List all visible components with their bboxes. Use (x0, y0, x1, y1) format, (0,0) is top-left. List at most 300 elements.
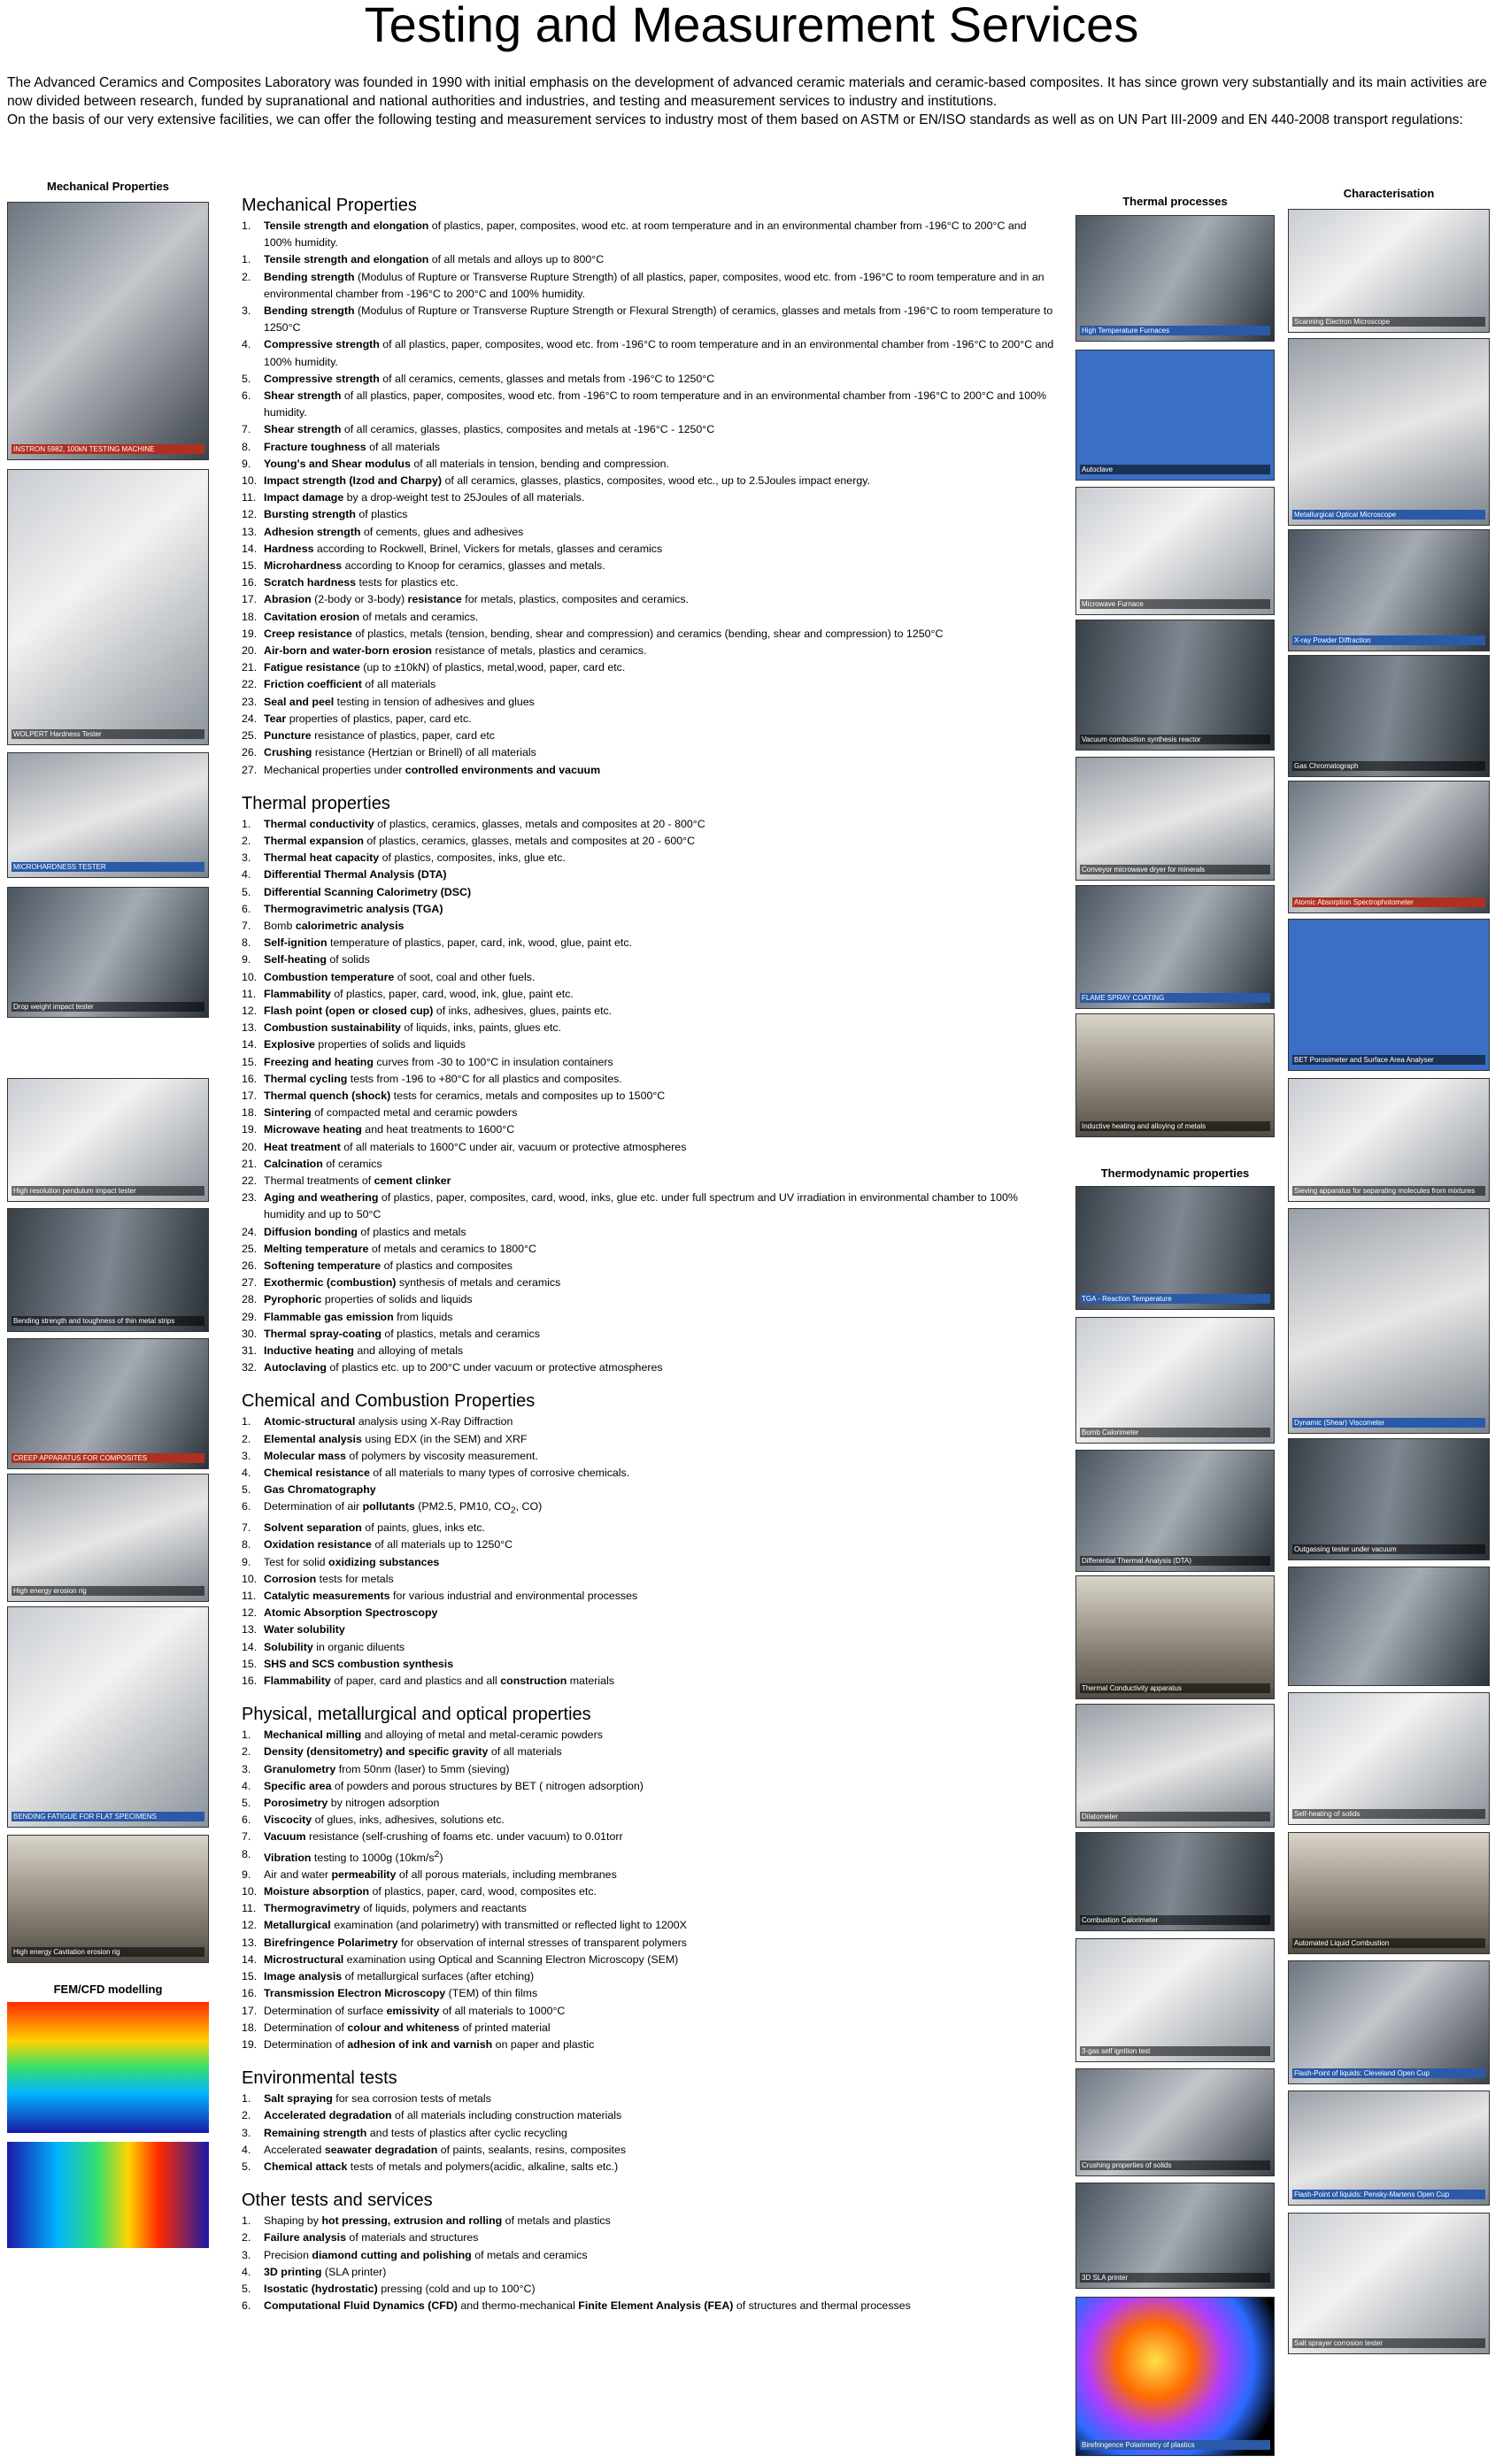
photo-thermal-conductivity (1075, 1575, 1275, 1699)
item-text: ) (439, 1851, 443, 1864)
item-number: 21. (242, 1157, 258, 1170)
item-text: Microstructural (264, 1952, 344, 1966)
list-item (242, 2264, 1056, 2281)
photo-bet (1288, 919, 1490, 1071)
item-number: 16. (242, 1987, 258, 2000)
section-list (242, 1727, 1056, 2053)
item-text: by nitrogen adsorption (328, 1796, 440, 1809)
item-number: 7. (242, 1521, 251, 1535)
list-item (242, 1431, 1056, 1448)
item-number: 3. (242, 851, 251, 865)
list-item (242, 1071, 1056, 1088)
list-item (242, 1985, 1056, 2002)
item-text: Water solubility (264, 1623, 345, 1636)
item-text: of plastics, paper, composites, wood etc. at room temperature and in an environmental chamber from -196°C to 200°C and 100% humidity. (264, 219, 1027, 250)
item-text: Flammability (264, 987, 331, 1000)
item-text: temperature of plastics, paper, card, ink, wood, glue, paint etc. (327, 936, 632, 950)
caption-conveyor: Conveyor microwave dryer for minerals (1080, 865, 1270, 874)
item-number: 19. (242, 1123, 258, 1136)
photo-instron (7, 202, 209, 460)
section-heading: Thermal properties (242, 793, 390, 813)
item-number: 19. (242, 627, 258, 640)
item-text: of plastics, paper, card, wood, composites etc. (369, 1885, 597, 1898)
caption-bending: Bending strength and toughness of thin metal strips (12, 1316, 204, 1326)
item-text: of printed material (459, 2021, 551, 2034)
list-item (242, 1778, 1056, 1795)
photo-gas-chromatograph (1288, 655, 1490, 777)
item-text: from 50nm (laser) to 5mm (sieving) (335, 1762, 510, 1775)
photo-sla-printer (1075, 2183, 1275, 2289)
item-text: (2-body or 3-body) (311, 593, 408, 606)
photo-dropweight (7, 887, 209, 1018)
item-text: 2 (510, 1505, 516, 1516)
photo-viscometer (1288, 1208, 1490, 1434)
list-item (242, 1003, 1056, 1020)
item-text: on paper and plastic (492, 2037, 595, 2051)
item-text: of all ceramics, glasses, plastics, composites, wood etc., up to 2.5Joules impact energy. (442, 474, 870, 488)
photo-self-ignition (1075, 1938, 1275, 2062)
item-text: using EDX (in the SEM) and XRF (361, 1432, 528, 1445)
item-text: Vacuum (264, 1830, 306, 1844)
item-text: controlled environments and vacuum (405, 763, 601, 776)
item-text: of solids (326, 953, 370, 966)
item-text: calorimetric analysis (295, 919, 405, 932)
item-number: 31. (242, 1344, 258, 1357)
item-text: Bending strength (264, 304, 355, 318)
item-text: and tests of plastics after cyclic recycling (366, 2126, 567, 2139)
caption-flashcleveland: Flash-Point of liquids: Cleveland Open Cup (1292, 2068, 1485, 2078)
item-number: 5. (242, 885, 251, 898)
item-number: 12. (242, 1919, 258, 1932)
photo-sem (1288, 209, 1490, 333)
item-number: 1. (242, 817, 251, 830)
item-number: 13. (242, 1021, 258, 1035)
item-text: Impact strength (Izod and Charpy) (264, 474, 443, 488)
item-text: analysis using X-Ray Diffraction (355, 1415, 513, 1428)
list-item (242, 2020, 1056, 2037)
item-text: in organic diluents (312, 1640, 405, 1653)
item-text: (PM2.5, PM10, CO (414, 1500, 511, 1513)
item-number: 5. (242, 372, 251, 385)
item-number: 14. (242, 542, 258, 555)
list-item (242, 1761, 1056, 1778)
item-text: , CO) (515, 1500, 543, 1513)
item-text: Adhesion strength (264, 525, 361, 538)
photo-flash-pensky (1288, 2091, 1490, 2206)
section (242, 1702, 1056, 2053)
list-item (242, 1621, 1056, 1638)
item-text: Bursting strength (264, 508, 356, 521)
photo-flash-cleveland (1288, 1960, 1490, 2084)
item-text: Thermal quench (shock) (264, 1089, 391, 1102)
item-number: 25. (242, 1242, 258, 1255)
list-item (242, 2107, 1056, 2124)
item-number: 7. (242, 423, 251, 436)
caption-impact: High resolution pendulum impact tester (12, 1186, 204, 1196)
item-text: of paints, sealants, resins, composites (437, 2143, 627, 2156)
item-number: 8. (242, 1847, 251, 1860)
item-number: 20. (242, 1140, 258, 1153)
item-text: Self-ignition (264, 936, 328, 950)
services-list (242, 193, 1056, 2327)
list-item (242, 1812, 1056, 1829)
list-item (242, 866, 1056, 883)
list-item (242, 2229, 1056, 2246)
list-item (242, 541, 1056, 558)
item-text: of compacted metal and ceramic powders (311, 1106, 518, 1120)
item-number: 4. (242, 1467, 251, 1480)
item-text: Fracture toughness (264, 440, 366, 453)
caption-autoclave: Autoclave (1080, 465, 1270, 474)
item-number: 12. (242, 508, 258, 521)
list-item (242, 2091, 1056, 2107)
caption-cavitation: High energy Cavitation erosion rig (12, 1947, 204, 1957)
item-number: 26. (242, 1259, 258, 1272)
list-item (242, 1554, 1056, 1571)
item-number: 3. (242, 1449, 251, 1462)
photo-tga (1075, 1186, 1275, 1310)
list-item (242, 1343, 1056, 1359)
item-text: Viscocity (264, 1813, 312, 1827)
item-text: of metals and ceramics to 1800°C (368, 1242, 536, 1255)
item-number: 10. (242, 1572, 258, 1585)
item-text: Flash point (open or closed cup) (264, 1004, 434, 1017)
item-number: 10. (242, 970, 258, 983)
caption-creep: CREEP APPARATUS FOR COMPOSITES (12, 1453, 204, 1463)
item-text: pollutants (362, 1500, 415, 1513)
list-item (242, 1020, 1056, 1036)
item-text: Isostatic (hydrostatic) (264, 2282, 378, 2295)
item-text: tests of metals and polymers(acidic, alkaline, salts etc.) (347, 2160, 619, 2173)
item-text: Scratch hardness (264, 576, 356, 589)
list-item (242, 421, 1056, 438)
list-item (242, 1088, 1056, 1105)
list-item (242, 816, 1056, 833)
caption-induction: Inductive heating and alloying of metals (1080, 1121, 1270, 1131)
list-item (242, 711, 1056, 728)
caption-sem: Scanning Electron Microscope (1292, 317, 1485, 327)
item-text: Explosive (264, 1038, 315, 1051)
item-text: Pyrophoric (264, 1293, 322, 1306)
photo-microhardness (7, 752, 209, 878)
caption-gc: Gas Chromatograph (1292, 761, 1485, 771)
list-item (242, 1571, 1056, 1588)
item-number: 26. (242, 746, 258, 759)
list-item (242, 524, 1056, 541)
item-text: Sintering (264, 1106, 312, 1120)
list-item (242, 850, 1056, 866)
list-item (242, 591, 1056, 608)
item-text: examination using Optical and Scanning Electron Microscopy (SEM) (343, 1952, 679, 1966)
item-number: 17. (242, 2004, 258, 2017)
photo-cavitation (7, 1835, 209, 1963)
list-item (242, 1105, 1056, 1121)
photo-auto-liquid (1288, 1832, 1490, 1954)
item-number: 22. (242, 1174, 258, 1187)
list-item (242, 489, 1056, 506)
item-text: curves from -30 to 100°C in insulation containers (373, 1055, 613, 1068)
item-text: Freezing and heating (264, 1055, 374, 1068)
list-item (242, 1744, 1056, 1760)
list-item (242, 473, 1056, 489)
item-text: Combustion temperature (264, 970, 395, 983)
section (242, 2188, 1056, 2314)
list-item (242, 1639, 1056, 1656)
item-text: Image analysis (264, 1970, 343, 1983)
caption-optical: Metallurgical Optical Microscope (1292, 510, 1485, 520)
list-item (242, 728, 1056, 744)
item-text: Microwave heating (264, 1123, 362, 1136)
item-number: 15. (242, 1970, 258, 1983)
item-text: of paper, card and plastics and all (330, 1674, 501, 1687)
item-number: 11. (242, 1902, 257, 1915)
item-text: Differential Thermal Analysis (DTA) (264, 868, 447, 882)
intro-text (7, 73, 1499, 129)
list-item (242, 676, 1056, 693)
item-number: 5. (242, 2160, 251, 2173)
item-number: 9. (242, 457, 251, 470)
section (242, 1389, 1056, 1690)
item-text: of liquids, polymers and reactants (359, 1902, 527, 1915)
item-text: of all materials to 1000°C (439, 2004, 566, 2017)
item-text: Flammability (264, 1674, 331, 1687)
item-text: Thermal spray-coating (264, 1327, 382, 1340)
list-item (242, 1139, 1056, 1156)
list-item (242, 1968, 1056, 1985)
item-text: of inks, adhesives, glues, paints etc. (433, 1004, 613, 1017)
item-text: Compressive strength (264, 372, 380, 385)
section (242, 2066, 1056, 2175)
item-text: (Modulus of Rupture or Transverse Rupture Strength) of all plastics, paper, composites, wood etc. from -196°C to room temperature and in an environmental chamber from -196°C to 200°C and 100% humidity. (264, 270, 1044, 300)
item-number: 24. (242, 712, 258, 725)
item-text: Mechanical milling (264, 1729, 362, 1742)
item-number: 4. (242, 338, 251, 351)
list-item (242, 506, 1056, 523)
section (242, 791, 1056, 1377)
intro-paragraph-2: On the basis of our very extensive facilities, we can offer the following testing and measurement services to industry most of them based on ASTM or EN/ISO standards as well as on UN Part III-2009 and EN 440-2008 transport regulations: (7, 112, 1463, 127)
list-item (242, 371, 1056, 388)
photo-fem-block (7, 2002, 209, 2133)
item-text: Self-heating (264, 953, 327, 966)
list-item (242, 1588, 1056, 1605)
photo-dilatometer (1075, 1704, 1275, 1828)
caption-dta: Differential Thermal Analysis (DTA) (1080, 1556, 1270, 1566)
item-number: 13. (242, 1623, 258, 1636)
photo-conveyor-dryer (1075, 757, 1275, 881)
item-text: resistance (self-crushing of foams etc. under vacuum) to 0.01torr (305, 1830, 623, 1844)
item-text: Granulometry (264, 1762, 336, 1775)
item-text: resistance of metals, plastics and ceramics. (432, 644, 647, 658)
item-number: 18. (242, 1106, 258, 1120)
item-text: of all metals and alloys up to 800°C (428, 253, 605, 266)
label-characterisation: Characterisation (1343, 187, 1435, 200)
item-text: (SLA printer) (321, 2265, 387, 2278)
photo-sieving (1288, 1078, 1490, 1202)
item-number: 8. (242, 936, 251, 950)
item-number: 12. (242, 1606, 258, 1620)
item-text: testing to 1000g (10km/s (311, 1851, 435, 1864)
item-number: 29. (242, 1310, 258, 1323)
item-number: 7. (242, 1830, 251, 1844)
caption-crushing: Crushing properties of solids (1080, 2160, 1270, 2170)
list-item (242, 2003, 1056, 2020)
item-text: of paints, glues, inks etc. (361, 1521, 485, 1535)
intro-paragraph-1: The Advanced Ceramics and Composites Laboratory was founded in 1990 with initial emphasis on the development of advanced ceramic materials and ceramic-based composites. It has since grown very substantially and its main activities are now divided between research, funded by supranational and national authorities and industries, and testing and measurement services to industry and institutions. (7, 75, 1487, 109)
list-item (242, 303, 1056, 336)
item-text: Failure analysis (264, 2231, 346, 2245)
item-text: of metals and plastics (502, 2214, 611, 2228)
item-text: properties of solids and liquids (314, 1038, 466, 1051)
item-number: 15. (242, 1055, 258, 1068)
caption-ignition: 3-gas self ignition test (1080, 2046, 1270, 2056)
item-text: 2 (434, 1849, 440, 1860)
item-text: tests for metals (316, 1572, 394, 1585)
item-text: Cavitation erosion (264, 610, 360, 623)
list-item (242, 251, 1056, 268)
item-number: 3. (242, 1762, 251, 1775)
item-text: resistance (Hertzian or Brinell) of all materials (312, 746, 536, 759)
list-item (242, 762, 1056, 779)
item-text: Mechanical properties under (264, 763, 405, 776)
item-text: Test for solid (264, 1555, 328, 1568)
label-mechanical-photos: Mechanical Properties (47, 180, 169, 193)
item-text: and thermo-mechanical (457, 2299, 579, 2313)
item-text: of metals and ceramics (471, 2248, 588, 2261)
item-text: pressing (cold and up to 100°C) (377, 2282, 536, 2295)
item-text: Fatigue resistance (264, 661, 360, 674)
item-number: 12. (242, 1004, 258, 1017)
list-item (242, 2159, 1056, 2175)
list-item (242, 388, 1056, 421)
item-text: Thermal expansion (264, 834, 364, 847)
item-text: Abrasion (264, 593, 312, 606)
item-text: resistance (407, 593, 462, 606)
list-item (242, 2213, 1056, 2229)
item-text: Calcination (264, 1157, 323, 1170)
list-item (242, 1656, 1056, 1673)
list-item (242, 1829, 1056, 1845)
item-text: Combustion sustainability (264, 1021, 401, 1035)
item-text: for metals, plastics, composites and ceramics. (461, 593, 689, 606)
item-text: Oxidation resistance (264, 1538, 372, 1552)
item-text: Softening temperature (264, 1259, 382, 1272)
item-number: 1. (242, 2214, 251, 2228)
list-item (242, 659, 1056, 676)
item-text: Accelerated degradation (264, 2109, 392, 2122)
photo-wolpert (7, 469, 209, 745)
item-text: of all materials in tension, bending and compression. (410, 457, 669, 470)
item-text: Chemical resistance (264, 1467, 370, 1480)
item-text: Determination of (264, 2037, 348, 2051)
item-text: and alloying of metals (353, 1344, 464, 1357)
label-thermal-processes: Thermal processes (1122, 195, 1228, 208)
item-text: of cements, glues and adhesives (360, 525, 524, 538)
list-item (242, 918, 1056, 935)
item-text: Puncture (264, 729, 312, 743)
list-item (242, 1846, 1056, 1867)
photo-optical-microscope (1288, 338, 1490, 526)
item-number: 30. (242, 1327, 258, 1340)
item-text: of metallurgical surfaces (after etching) (342, 1970, 535, 1983)
caption-combcal: Combustion Calorimeter (1080, 1915, 1270, 1925)
list-item (242, 1291, 1056, 1308)
item-text: of plastics, paper, card, wood, ink, glue, paint etc. (330, 987, 574, 1000)
section-heading: Environmental tests (242, 2068, 397, 2089)
item-text: of all materials (366, 440, 440, 453)
item-text: colour and whiteness (347, 2021, 460, 2034)
item-text: of plastics and composites (381, 1259, 513, 1272)
photo-autoclave (1075, 350, 1275, 481)
list-item (242, 833, 1056, 850)
item-number: 8. (242, 440, 251, 453)
item-number: 11. (242, 987, 257, 1000)
item-text: Determination of surface (264, 2004, 387, 2017)
item-text: of structures and thermal processes (733, 2299, 911, 2313)
item-text: examination (and polarimetry) with transmitted or reflected light to 1200X (330, 1919, 687, 1932)
list-item (242, 1224, 1056, 1241)
photo-aas (1288, 781, 1490, 913)
item-number: 13. (242, 525, 258, 538)
list-item (242, 1413, 1056, 1430)
caption-outgassing: Outgassing tester under vacuum (1292, 1544, 1485, 1554)
item-number: 27. (242, 763, 258, 776)
list-item (242, 1121, 1056, 1138)
item-text: of all materials up to 1250°C (371, 1538, 513, 1552)
item-text: Tensile strength and elongation (264, 219, 429, 232)
item-text: Air-born and water-born erosion (264, 644, 432, 658)
item-text: of all plastics, paper, composites, wood etc. from -196°C to room temperature and in an environmental chamber from -196°C to 200°C and 100% humidity. (264, 389, 1047, 420)
item-number: 3. (242, 2248, 251, 2261)
list-item (242, 1900, 1056, 1917)
item-text: of all porous materials, including membranes (396, 1867, 617, 1881)
item-text: of metals and ceramics. (359, 610, 479, 623)
caption-dilato: Dilatometer (1080, 1812, 1270, 1821)
item-text: Young's and Shear modulus (264, 457, 411, 470)
item-number: 3. (242, 2126, 251, 2139)
list-item (242, 269, 1056, 303)
item-text: Tensile strength and elongation (264, 253, 429, 266)
caption-erosion: High energy erosion rig (12, 1586, 204, 1596)
item-text: by a drop-weight test to 25Joules of all materials. (343, 491, 585, 504)
item-text: Catalytic measurements (264, 1589, 390, 1602)
item-text: Porosimetry (264, 1796, 328, 1809)
item-number: 9. (242, 953, 251, 966)
list-item (242, 2298, 1056, 2314)
item-number: 4. (242, 868, 251, 882)
list-item (242, 1867, 1056, 1883)
item-text: and heat treatments to 1600°C (361, 1123, 515, 1136)
item-text: of ceramics (322, 1157, 382, 1170)
section-list (242, 2213, 1056, 2314)
caption-sla: 3D SLA printer (1080, 2273, 1270, 2283)
photo-combustion-calorimeter (1075, 1832, 1275, 1931)
item-text: of soot, coal and other fuels. (394, 970, 536, 983)
list-item (242, 336, 1056, 370)
item-number: 6. (242, 1500, 251, 1513)
item-text: of plastics, metals (tension, bending, shear and compression) and ceramics (bending, shear and compression) to 1250°C (351, 627, 944, 640)
item-text: Density (densitometry) and specific gravity (264, 1745, 489, 1759)
item-text: Friction coefficient (264, 678, 362, 691)
item-text: of all ceramics, cements, glasses and metals from -196°C to 1250°C (379, 372, 715, 385)
photo-impact (7, 1078, 209, 1202)
item-text: Diffusion bonding (264, 1225, 358, 1238)
item-text: tests for ceramics, metals and composites up to 1500°C (390, 1089, 666, 1102)
item-text: Aging and weathering (264, 1191, 379, 1205)
list-item (242, 1935, 1056, 1952)
list-item (242, 1173, 1056, 1190)
item-text: Flammable gas emission (264, 1310, 394, 1323)
item-text: Autoclaving (264, 1361, 327, 1374)
